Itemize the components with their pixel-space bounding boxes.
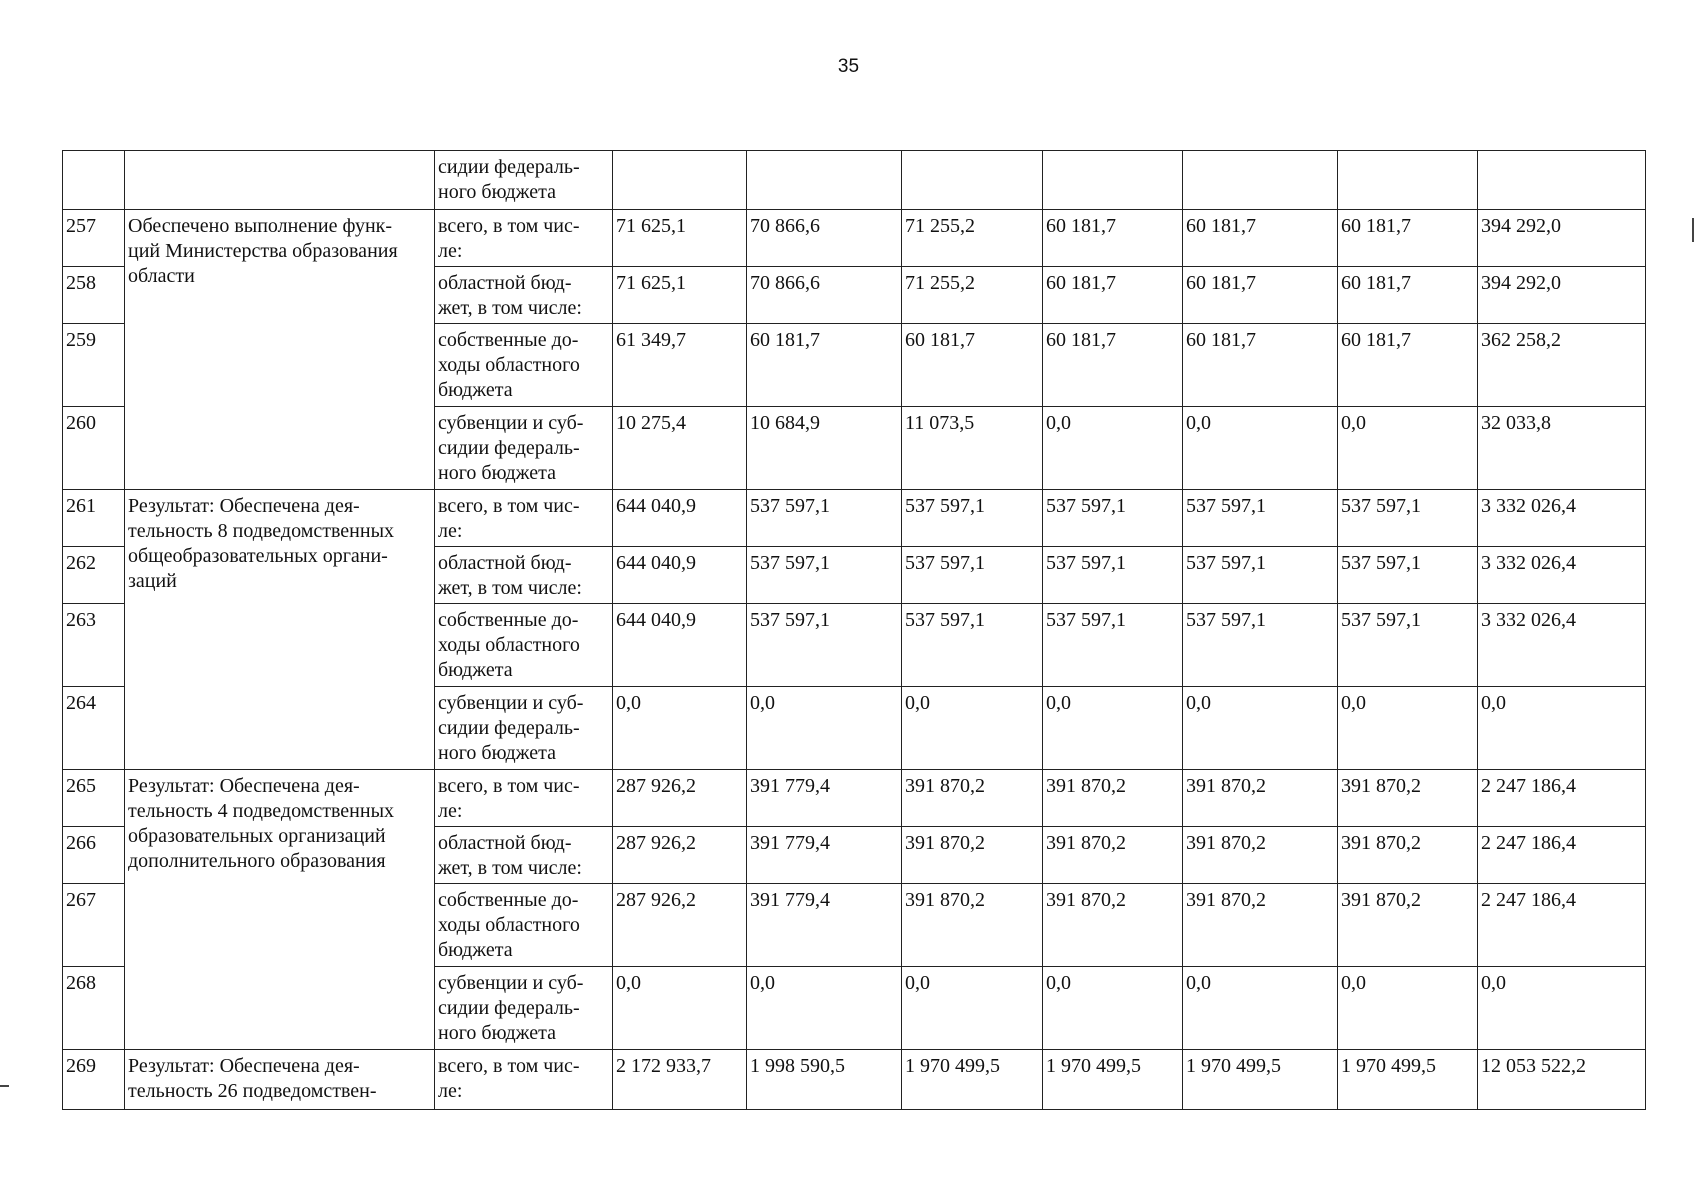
table-row <box>63 151 1646 210</box>
row-category-line: сидии федераль- <box>438 437 580 459</box>
value-cell: 0,0 <box>747 967 902 1050</box>
value-cell: 60 181,7 <box>1338 324 1478 407</box>
value-cell: 537 597,1 <box>1043 547 1183 604</box>
value-cell: 0,0 <box>1338 967 1478 1050</box>
value-cell: 394 292,0 <box>1478 267 1646 324</box>
row-category-line: субвенции и суб- <box>438 972 584 994</box>
value-cell: 0,0 <box>1478 967 1646 1050</box>
value-cell: 391 870,2 <box>1338 827 1478 884</box>
page-number: 35 <box>837 56 860 77</box>
row-description-line: Обеспечено выполнение функ- <box>128 215 393 237</box>
value-cell: 391 779,4 <box>747 827 902 884</box>
value-cell: 644 040,9 <box>613 604 747 687</box>
value-cell: 12 053 522,2 <box>1478 1050 1646 1110</box>
row-category-line: всего, в том чис- <box>438 1055 580 1077</box>
value-cell: 537 597,1 <box>1183 490 1338 547</box>
row-category <box>435 604 613 687</box>
row-number: 264 <box>63 687 125 770</box>
value-cell: 10 275,4 <box>613 407 747 490</box>
row-description <box>125 490 435 770</box>
row-description-line: Результат: Обеспечена дея- <box>128 1055 360 1077</box>
value-cell: 0,0 <box>1183 687 1338 770</box>
row-category <box>435 687 613 770</box>
row-category-line: ле: <box>438 1080 463 1102</box>
row-description <box>125 1050 435 1110</box>
row-category-line: ходы областного <box>438 354 580 376</box>
row-category-line: субвенции и суб- <box>438 412 584 434</box>
value-cell: 537 597,1 <box>902 604 1043 687</box>
row-description-line: образовательных организаций <box>128 825 386 847</box>
value-cell: 287 926,2 <box>613 827 747 884</box>
value-cell: 391 870,2 <box>902 827 1043 884</box>
value-cell: 391 870,2 <box>1338 884 1478 967</box>
value-cell: 0,0 <box>902 967 1043 1050</box>
value-cell: 391 870,2 <box>902 884 1043 967</box>
value-cell: 0,0 <box>613 967 747 1050</box>
value-cell: 11 073,5 <box>902 407 1043 490</box>
row-category <box>435 884 613 967</box>
value-cell: 3 332 026,4 <box>1478 547 1646 604</box>
value-cell <box>1043 151 1183 210</box>
value-cell: 60 181,7 <box>747 324 902 407</box>
value-cell <box>613 151 747 210</box>
row-category <box>435 407 613 490</box>
value-cell: 70 866,6 <box>747 210 902 267</box>
row-category-line: субвенции и суб- <box>438 692 584 714</box>
value-cell: 391 870,2 <box>1043 827 1183 884</box>
value-cell: 391 870,2 <box>1043 884 1183 967</box>
row-category <box>435 547 613 604</box>
row-category-line: ного бюджета <box>438 181 556 203</box>
value-cell: 1 970 499,5 <box>902 1050 1043 1110</box>
row-description <box>125 770 435 1050</box>
row-category <box>435 267 613 324</box>
value-cell: 537 597,1 <box>747 490 902 547</box>
row-category-line: собственные до- <box>438 609 579 631</box>
value-cell: 60 181,7 <box>1338 267 1478 324</box>
row-description-line: Результат: Обеспечена дея- <box>128 495 360 517</box>
row-description-line: ций Министерства образования <box>128 240 398 262</box>
value-cell <box>902 151 1043 210</box>
table-row <box>63 490 1646 547</box>
value-cell: 0,0 <box>747 687 902 770</box>
value-cell: 60 181,7 <box>1043 210 1183 267</box>
value-cell: 1 970 499,5 <box>1183 1050 1338 1110</box>
value-cell: 391 870,2 <box>1338 770 1478 827</box>
value-cell: 537 597,1 <box>1043 604 1183 687</box>
row-description-line: общеобразовательных органи- <box>128 545 388 567</box>
row-category <box>435 490 613 547</box>
value-cell: 1 970 499,5 <box>1043 1050 1183 1110</box>
row-description-line: Результат: Обеспечена дея- <box>128 775 360 797</box>
value-cell: 537 597,1 <box>902 490 1043 547</box>
value-cell: 1 970 499,5 <box>1338 1050 1478 1110</box>
row-category-line: бюджета <box>438 659 513 681</box>
table-row <box>63 210 1646 267</box>
row-category-line: областной бюд- <box>438 832 572 854</box>
row-category-line: ного бюджета <box>438 462 556 484</box>
value-cell: 644 040,9 <box>613 490 747 547</box>
value-cell: 287 926,2 <box>613 884 747 967</box>
value-cell: 362 258,2 <box>1478 324 1646 407</box>
row-category-line: всего, в том чис- <box>438 215 580 237</box>
value-cell: 61 349,7 <box>613 324 747 407</box>
row-description-line: тельность 4 подведомственных <box>128 800 395 822</box>
value-cell: 537 597,1 <box>1043 490 1183 547</box>
value-cell: 71 255,2 <box>902 267 1043 324</box>
value-cell: 391 779,4 <box>747 770 902 827</box>
row-category-line: ного бюджета <box>438 1022 556 1044</box>
row-category-line: всего, в том чис- <box>438 495 580 517</box>
budget-table <box>62 150 1646 1110</box>
row-category-line: жет, в том числе: <box>438 857 582 879</box>
value-cell: 71 625,1 <box>613 210 747 267</box>
row-category <box>435 827 613 884</box>
value-cell: 2 247 186,4 <box>1478 827 1646 884</box>
value-cell: 0,0 <box>902 687 1043 770</box>
row-category <box>435 151 613 210</box>
value-cell: 537 597,1 <box>747 604 902 687</box>
row-description <box>125 151 435 210</box>
row-category-line: сидии федераль- <box>438 717 580 739</box>
value-cell: 0,0 <box>1338 407 1478 490</box>
value-cell <box>747 151 902 210</box>
row-number: 263 <box>63 604 125 687</box>
value-cell <box>1478 151 1646 210</box>
value-cell: 60 181,7 <box>902 324 1043 407</box>
row-category-line: ного бюджета <box>438 742 556 764</box>
row-category <box>435 1050 613 1110</box>
row-number: 262 <box>63 547 125 604</box>
value-cell: 394 292,0 <box>1478 210 1646 267</box>
value-cell: 2 247 186,4 <box>1478 770 1646 827</box>
row-number: 257 <box>63 210 125 267</box>
row-category-line: жет, в том числе: <box>438 577 582 599</box>
value-cell <box>1338 151 1478 210</box>
row-number: 259 <box>63 324 125 407</box>
value-cell: 391 870,2 <box>1183 884 1338 967</box>
margin-mark-left <box>0 1085 9 1087</box>
row-category-line: ле: <box>438 800 463 822</box>
value-cell: 644 040,9 <box>613 547 747 604</box>
value-cell: 10 684,9 <box>747 407 902 490</box>
value-cell: 0,0 <box>1478 687 1646 770</box>
row-description-line: тельность 8 подведомственных <box>128 520 395 542</box>
value-cell: 537 597,1 <box>1183 604 1338 687</box>
value-cell: 391 870,2 <box>1183 827 1338 884</box>
value-cell: 32 033,8 <box>1478 407 1646 490</box>
value-cell: 0,0 <box>1338 687 1478 770</box>
value-cell: 2 247 186,4 <box>1478 884 1646 967</box>
row-category <box>435 770 613 827</box>
row-description <box>125 210 435 490</box>
row-number: 268 <box>63 967 125 1050</box>
value-cell: 391 870,2 <box>902 770 1043 827</box>
value-cell: 537 597,1 <box>1338 604 1478 687</box>
value-cell: 391 779,4 <box>747 884 902 967</box>
row-category-line: всего, в том чис- <box>438 775 580 797</box>
value-cell: 391 870,2 <box>1183 770 1338 827</box>
row-number <box>63 151 125 210</box>
row-number: 258 <box>63 267 125 324</box>
row-description-line: заций <box>128 570 177 592</box>
table-body <box>63 151 1646 1110</box>
row-category-line: бюджета <box>438 939 513 961</box>
value-cell: 537 597,1 <box>1338 490 1478 547</box>
value-cell: 537 597,1 <box>902 547 1043 604</box>
value-cell: 0,0 <box>613 687 747 770</box>
table-row <box>63 1050 1646 1110</box>
row-description-line: области <box>128 265 195 287</box>
row-category <box>435 324 613 407</box>
row-category-line: ходы областного <box>438 914 580 936</box>
value-cell: 3 332 026,4 <box>1478 490 1646 547</box>
row-category-line: бюджета <box>438 379 513 401</box>
row-category-line: собственные до- <box>438 889 579 911</box>
value-cell: 60 181,7 <box>1338 210 1478 267</box>
value-cell: 0,0 <box>1043 407 1183 490</box>
row-number: 261 <box>63 490 125 547</box>
row-category-line: сидии федераль- <box>438 997 580 1019</box>
value-cell: 2 172 933,7 <box>613 1050 747 1110</box>
value-cell: 60 181,7 <box>1043 267 1183 324</box>
value-cell: 287 926,2 <box>613 770 747 827</box>
row-number: 266 <box>63 827 125 884</box>
value-cell: 1 998 590,5 <box>747 1050 902 1110</box>
value-cell: 0,0 <box>1043 967 1183 1050</box>
row-description-line: тельность 26 подведомствен- <box>128 1080 377 1102</box>
row-number: 267 <box>63 884 125 967</box>
value-cell: 71 625,1 <box>613 267 747 324</box>
margin-mark-right <box>1692 218 1694 242</box>
row-category-line: ле: <box>438 240 463 262</box>
row-category-line: жет, в том числе: <box>438 297 582 319</box>
row-category-line: ходы областного <box>438 634 580 656</box>
row-category-line: областной бюд- <box>438 552 572 574</box>
row-category-line: областной бюд- <box>438 272 572 294</box>
row-category-line: сидии федераль- <box>438 156 580 178</box>
row-description-line: дополнительного образования <box>128 850 386 872</box>
row-category-line: ле: <box>438 520 463 542</box>
value-cell: 71 255,2 <box>902 210 1043 267</box>
value-cell: 391 870,2 <box>1043 770 1183 827</box>
value-cell: 60 181,7 <box>1183 210 1338 267</box>
value-cell: 537 597,1 <box>1338 547 1478 604</box>
value-cell: 60 181,7 <box>1183 267 1338 324</box>
row-number: 265 <box>63 770 125 827</box>
value-cell: 0,0 <box>1183 407 1338 490</box>
row-category <box>435 210 613 267</box>
value-cell: 0,0 <box>1183 967 1338 1050</box>
row-number: 260 <box>63 407 125 490</box>
value-cell: 3 332 026,4 <box>1478 604 1646 687</box>
value-cell: 60 181,7 <box>1043 324 1183 407</box>
row-category <box>435 967 613 1050</box>
row-number: 269 <box>63 1050 125 1110</box>
value-cell: 70 866,6 <box>747 267 902 324</box>
value-cell <box>1183 151 1338 210</box>
value-cell: 0,0 <box>1043 687 1183 770</box>
value-cell: 60 181,7 <box>1183 324 1338 407</box>
table-row <box>63 770 1646 827</box>
row-category-line: собственные до- <box>438 329 579 351</box>
value-cell: 537 597,1 <box>747 547 902 604</box>
value-cell: 537 597,1 <box>1183 547 1338 604</box>
